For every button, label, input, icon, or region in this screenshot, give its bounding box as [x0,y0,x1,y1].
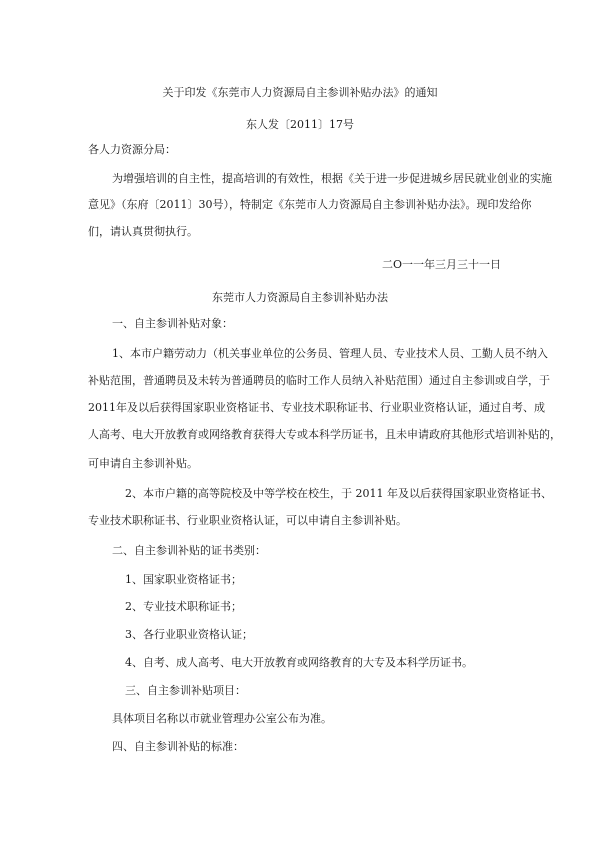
section1-item1-line: 补贴范围，普通聘员及未转为普通聘员的临时工作人员纳入补贴范围）通过自主参训或自学，于 [88,374,550,387]
section-heading: 一、自主参训补贴对象： [112,317,233,330]
intro-line: 为增强培训的自主性，提高培训的有效性，根据《关于进一步促进城乡居民就业创业的实施 [112,172,552,185]
section1-item1-line: 1、本市户籍劳动力（机关事业单位的公务员、管理人员、专业技术人员、工勤人员不纳入 [112,347,548,360]
section-heading: 四、自主参训补贴的标准： [112,740,244,753]
measures-title: 东莞市人力资源局自主参训补贴办法 [212,291,388,304]
document-number: 东人发〔2011〕17号 [246,118,354,131]
section3-body: 具体项目名称以市就业管理办公室公布为准。 [112,712,332,725]
intro-line: 们，请认真贯彻执行。 [88,225,198,238]
certificate-item: 3、各行业职业资格认证； [125,628,253,641]
document-title: 关于印发《东莞市人力资源局自主参训补贴办法》的通知 [162,86,438,99]
section1-item1-line: 人高考、电大开放教育或网络教育获得大专或本科学历证书，且未申请政府其他形式培训补贴的， [88,428,561,441]
section1-item2-line: 2、本市户籍的高等院校及中等学校在校生，于 2011 年及以后获得国家职业资格证书、 [125,487,552,500]
section1-item2-line: 专业技术职称证书、行业职业资格认证，可以申请自主参训补贴。 [88,514,407,527]
certificate-item: 4、自考、成人高考、电大开放教育或网络教育的大专及本科学历证书。 [125,656,473,669]
certificate-item: 1、国家职业资格证书； [125,573,242,586]
certificate-item: 2、专业技术职称证书； [125,600,242,613]
section1-item1-line: 2011年及以后获得国家职业资格证书、专业技术职称证书、行业职业资格认证，通过自考、成 [88,401,545,414]
section-heading: 三、自主参训补贴项目： [125,684,246,697]
issue-date: 二O一一年三月三十一日 [382,258,502,271]
intro-line: 意见》（东府〔2011〕30号），特制定《东莞市人力资源局自主参训补贴办法》。现印发给你 [88,198,532,211]
section1-item1-line: 可申请自主参训补贴。 [88,457,198,470]
section-heading: 二、自主参训补贴的证书类别： [112,544,266,557]
recipient-line: 各人力资源分局： [88,143,176,156]
